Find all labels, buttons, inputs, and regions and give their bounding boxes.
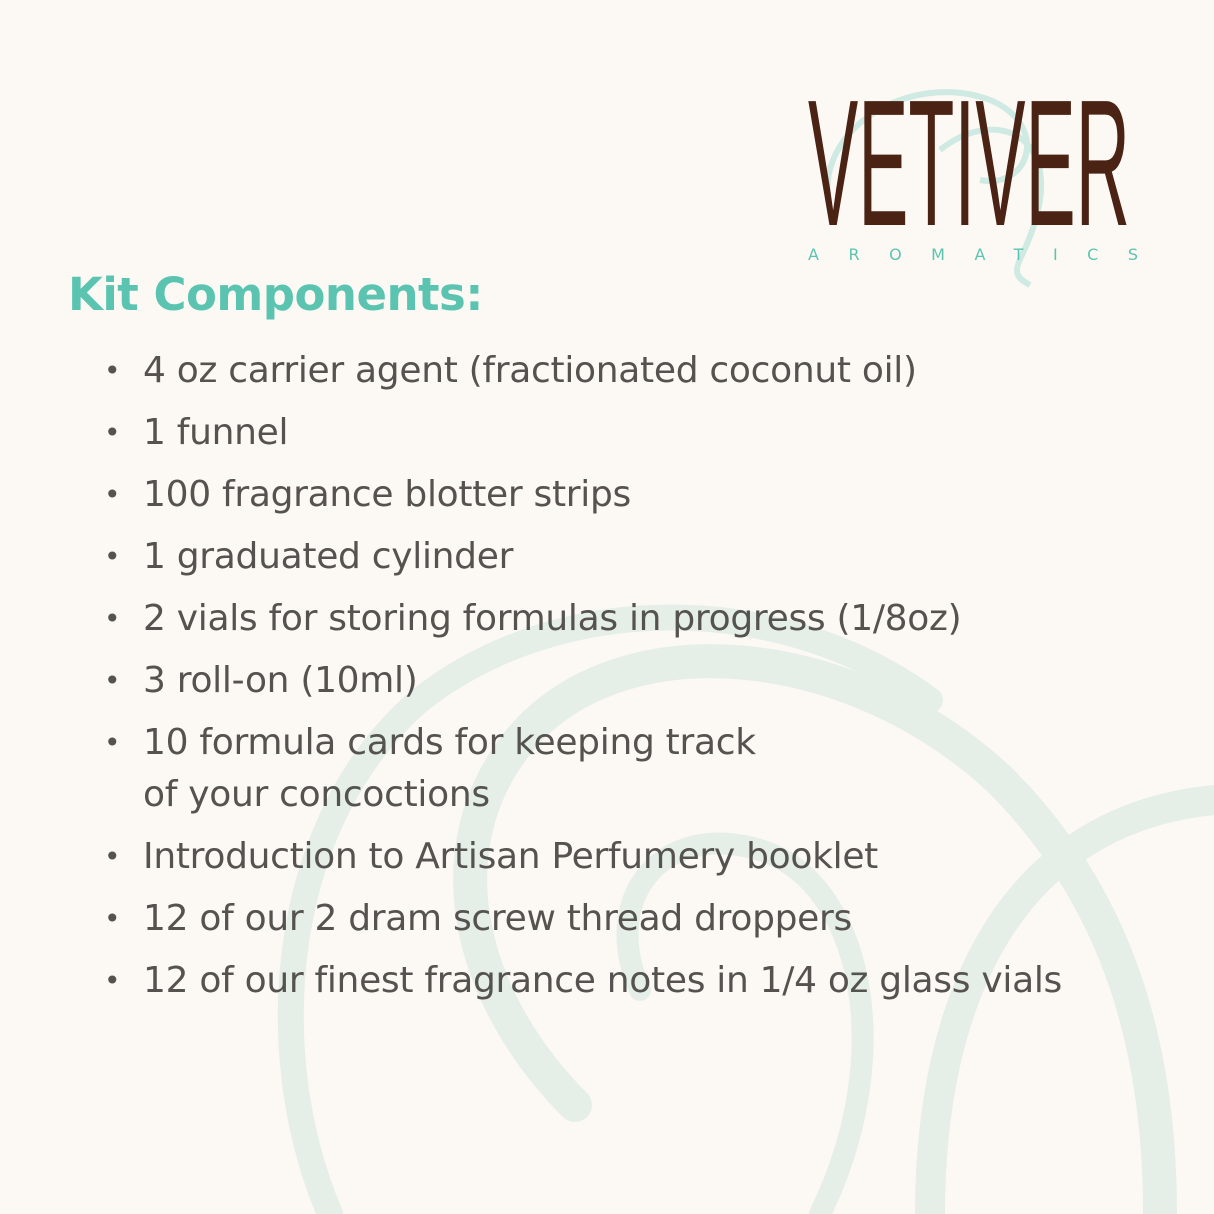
bullet-icon: • [104,478,121,511]
bullet-icon: • [104,540,121,573]
bullet-icon: • [104,664,121,697]
list-item: • 12 of our 2 dram screw thread droppers [100,893,1062,945]
kit-components-list [100,345,1062,1017]
list-item: • 2 vials for storing formulas in progress (1/8oz) [100,593,1062,645]
list-item: • 1 graduated cylinder [100,531,1062,583]
bullet-icon: • [104,354,121,387]
bullet-icon: • [104,416,121,449]
list-item: • 3 roll-on (10ml) [100,655,1062,707]
list-item: • 100 fragrance blotter strips [100,469,1062,521]
bullet-icon: • [104,602,121,635]
list-item: • Introduction to Artisan Perfumery booklet [100,831,1062,883]
list-item: • 12 of our finest fragrance notes in 1/4 oz glass vials [100,955,1062,1007]
list-item: • 1 funnel [100,407,1062,459]
logo-wordmark: VETIVER [808,70,1130,264]
logo-tagline: AROMATICS [808,245,1138,264]
list-item: • 10 formula cards for keeping track of your concoctions [100,717,1062,821]
bullet-icon: • [104,840,121,873]
bullet-icon: • [104,964,121,997]
bullet-icon: • [104,726,121,759]
vetiver-aromatics-logo [790,70,1150,290]
kit-components-heading: Kit Components: [68,268,483,321]
list-item: • 4 oz carrier agent (fractionated coconut oil) [100,345,1062,397]
bullet-icon: • [104,902,121,935]
